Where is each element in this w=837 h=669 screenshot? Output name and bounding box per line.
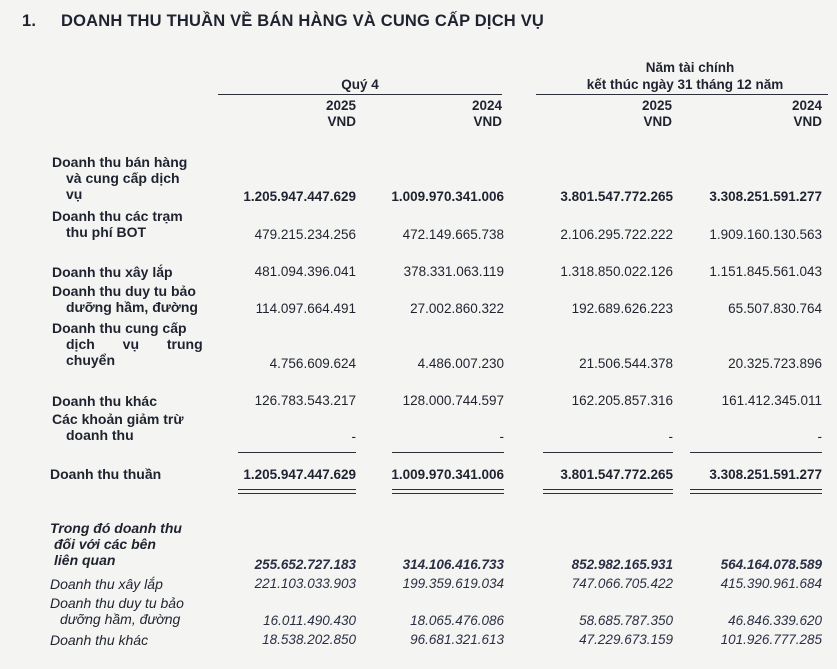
cell-value: - — [668, 429, 673, 444]
cell-value: 2.106.295.722.222 — [560, 227, 673, 242]
cell-value: - — [499, 429, 504, 444]
cell-value: 65.507.830.764 — [728, 301, 822, 316]
cell-value: 4.756.609.624 — [269, 356, 356, 371]
col-q4-2024-header — [422, 98, 502, 130]
col-year: 2025 — [325, 98, 356, 113]
cell-value: - — [817, 429, 822, 444]
section-heading: DOANH THU THUẦN VỀ BÁN HÀNG VÀ CUNG CẤP DỊCH VỤ — [61, 12, 545, 30]
cell-value: 199.359.619.034 — [402, 576, 504, 591]
cell-value: 255.652.727.183 — [254, 557, 356, 572]
cell-value: 20.325.723.896 — [728, 356, 822, 371]
cell-value: 1.318.850.022.126 — [560, 264, 673, 279]
total-double-rule — [238, 489, 356, 494]
cell-value: 1.205.947.447.629 — [243, 189, 356, 204]
cell-value: 415.390.961.684 — [720, 576, 822, 591]
cell-value: 481.094.396.041 — [254, 264, 356, 279]
cell-value: 378.331.063.119 — [403, 264, 504, 279]
col-fy-2024-header — [742, 98, 822, 130]
row-label-related-parties: Trong đó doanh thu đối với các bên liên quan — [50, 520, 182, 568]
col-unit: VND — [327, 114, 356, 129]
subtotal-rule — [238, 452, 356, 453]
total-double-rule — [543, 489, 673, 494]
col-year: 2025 — [641, 98, 672, 113]
row-label-net-revenue: Doanh thu thuần — [50, 466, 162, 482]
section-number: 1. — [22, 12, 37, 30]
col-q4-2025-header — [276, 98, 356, 130]
year-group-rule — [536, 94, 828, 95]
cell-value: 1.205.947.447.629 — [243, 467, 356, 482]
cell-value: 126.783.543.217 — [254, 393, 356, 408]
col-unit: VND — [473, 114, 502, 129]
row-label-sales-services: Doanh thu bán hàng và cung cấp dịch vụ — [52, 154, 188, 202]
cell-value: 46.846.339.620 — [728, 613, 822, 628]
cell-value: 58.685.787.350 — [579, 613, 673, 628]
cell-value: 1.151.845.561.043 — [709, 264, 822, 279]
cell-value: 4.486.007.230 — [417, 356, 504, 371]
quarter-group-header: Quý 4 — [341, 77, 379, 92]
cell-value: 852.982.165.931 — [571, 557, 673, 572]
cell-value: 21.506.544.378 — [579, 356, 673, 371]
row-label-deductions: Các khoản giảm trừ doanh thu — [52, 411, 184, 443]
row-label-related-maintenance: Doanh thu duy tu bảo dưỡng hầm, đường — [50, 595, 184, 627]
row-label-bot-toll: Doanh thu các trạm thu phí BOT — [52, 208, 183, 240]
subtotal-rule — [392, 452, 504, 453]
cell-value: 128.000.744.597 — [402, 393, 504, 408]
year-group-header-line1: Năm tài chính — [645, 60, 735, 75]
year-group-header-line2: kết thúc ngày 31 tháng 12 năm — [586, 77, 784, 92]
col-unit: VND — [793, 114, 822, 129]
cell-value: 96.681.321.613 — [410, 632, 504, 647]
cell-value: 564.164.078.589 — [720, 557, 822, 572]
cell-value: 192.689.626.223 — [571, 301, 673, 316]
row-label-maintenance: Doanh thu duy tu bảo dưỡng hầm, đường — [52, 283, 198, 315]
cell-value: 162.205.857.316 — [571, 393, 673, 408]
cell-value: 314.106.416.733 — [402, 557, 504, 572]
cell-value: 472.149.665.738 — [402, 227, 504, 242]
col-year: 2024 — [471, 98, 502, 113]
cell-value: 221.103.033.903 — [254, 576, 356, 591]
cell-value: 1.009.970.341.006 — [391, 189, 504, 204]
row-label-construction: Doanh thu xây lắp — [52, 264, 173, 280]
cell-value: 18.065.476.086 — [410, 613, 504, 628]
cell-value: 161.412.345.011 — [721, 393, 822, 408]
cell-value: 27.002.860.322 — [410, 301, 504, 316]
cell-value: 3.801.547.772.265 — [560, 189, 673, 204]
cell-value: 3.308.251.591.277 — [709, 467, 822, 482]
cell-value: 3.308.251.591.277 — [709, 189, 822, 204]
cell-value: 16.011.490.430 — [263, 613, 356, 628]
row-label-related-other: Doanh thu khác — [50, 632, 149, 648]
cell-value: 747.066.705.422 — [571, 576, 673, 591]
cell-value: 47.229.673.159 — [579, 632, 673, 647]
cell-value: 479.215.234.256 — [254, 227, 356, 242]
cell-value: 101.926.777.285 — [720, 632, 822, 647]
cell-value: 1.009.970.341.006 — [391, 467, 504, 482]
row-label-related-construction: Doanh thu xây lắp — [50, 576, 163, 592]
col-fy-2025-header — [592, 98, 672, 130]
quarter-group-rule — [218, 94, 502, 95]
row-label-transit-services: Doanh thu cung cấp dịch vụ trung chuyển — [52, 320, 203, 368]
col-year: 2024 — [791, 98, 822, 113]
cell-value: 3.801.547.772.265 — [560, 467, 673, 482]
cell-value: - — [351, 429, 356, 444]
cell-value: 18.538.202.850 — [262, 632, 356, 647]
total-double-rule — [690, 489, 822, 494]
subtotal-rule — [690, 452, 822, 453]
cell-value: 1.909.160.130.563 — [709, 227, 822, 242]
subtotal-rule — [543, 452, 673, 453]
row-label-other-revenue: Doanh thu khác — [52, 393, 158, 409]
col-unit: VND — [643, 114, 672, 129]
cell-value: 114.097.664.491 — [255, 301, 356, 316]
total-double-rule — [392, 489, 504, 494]
